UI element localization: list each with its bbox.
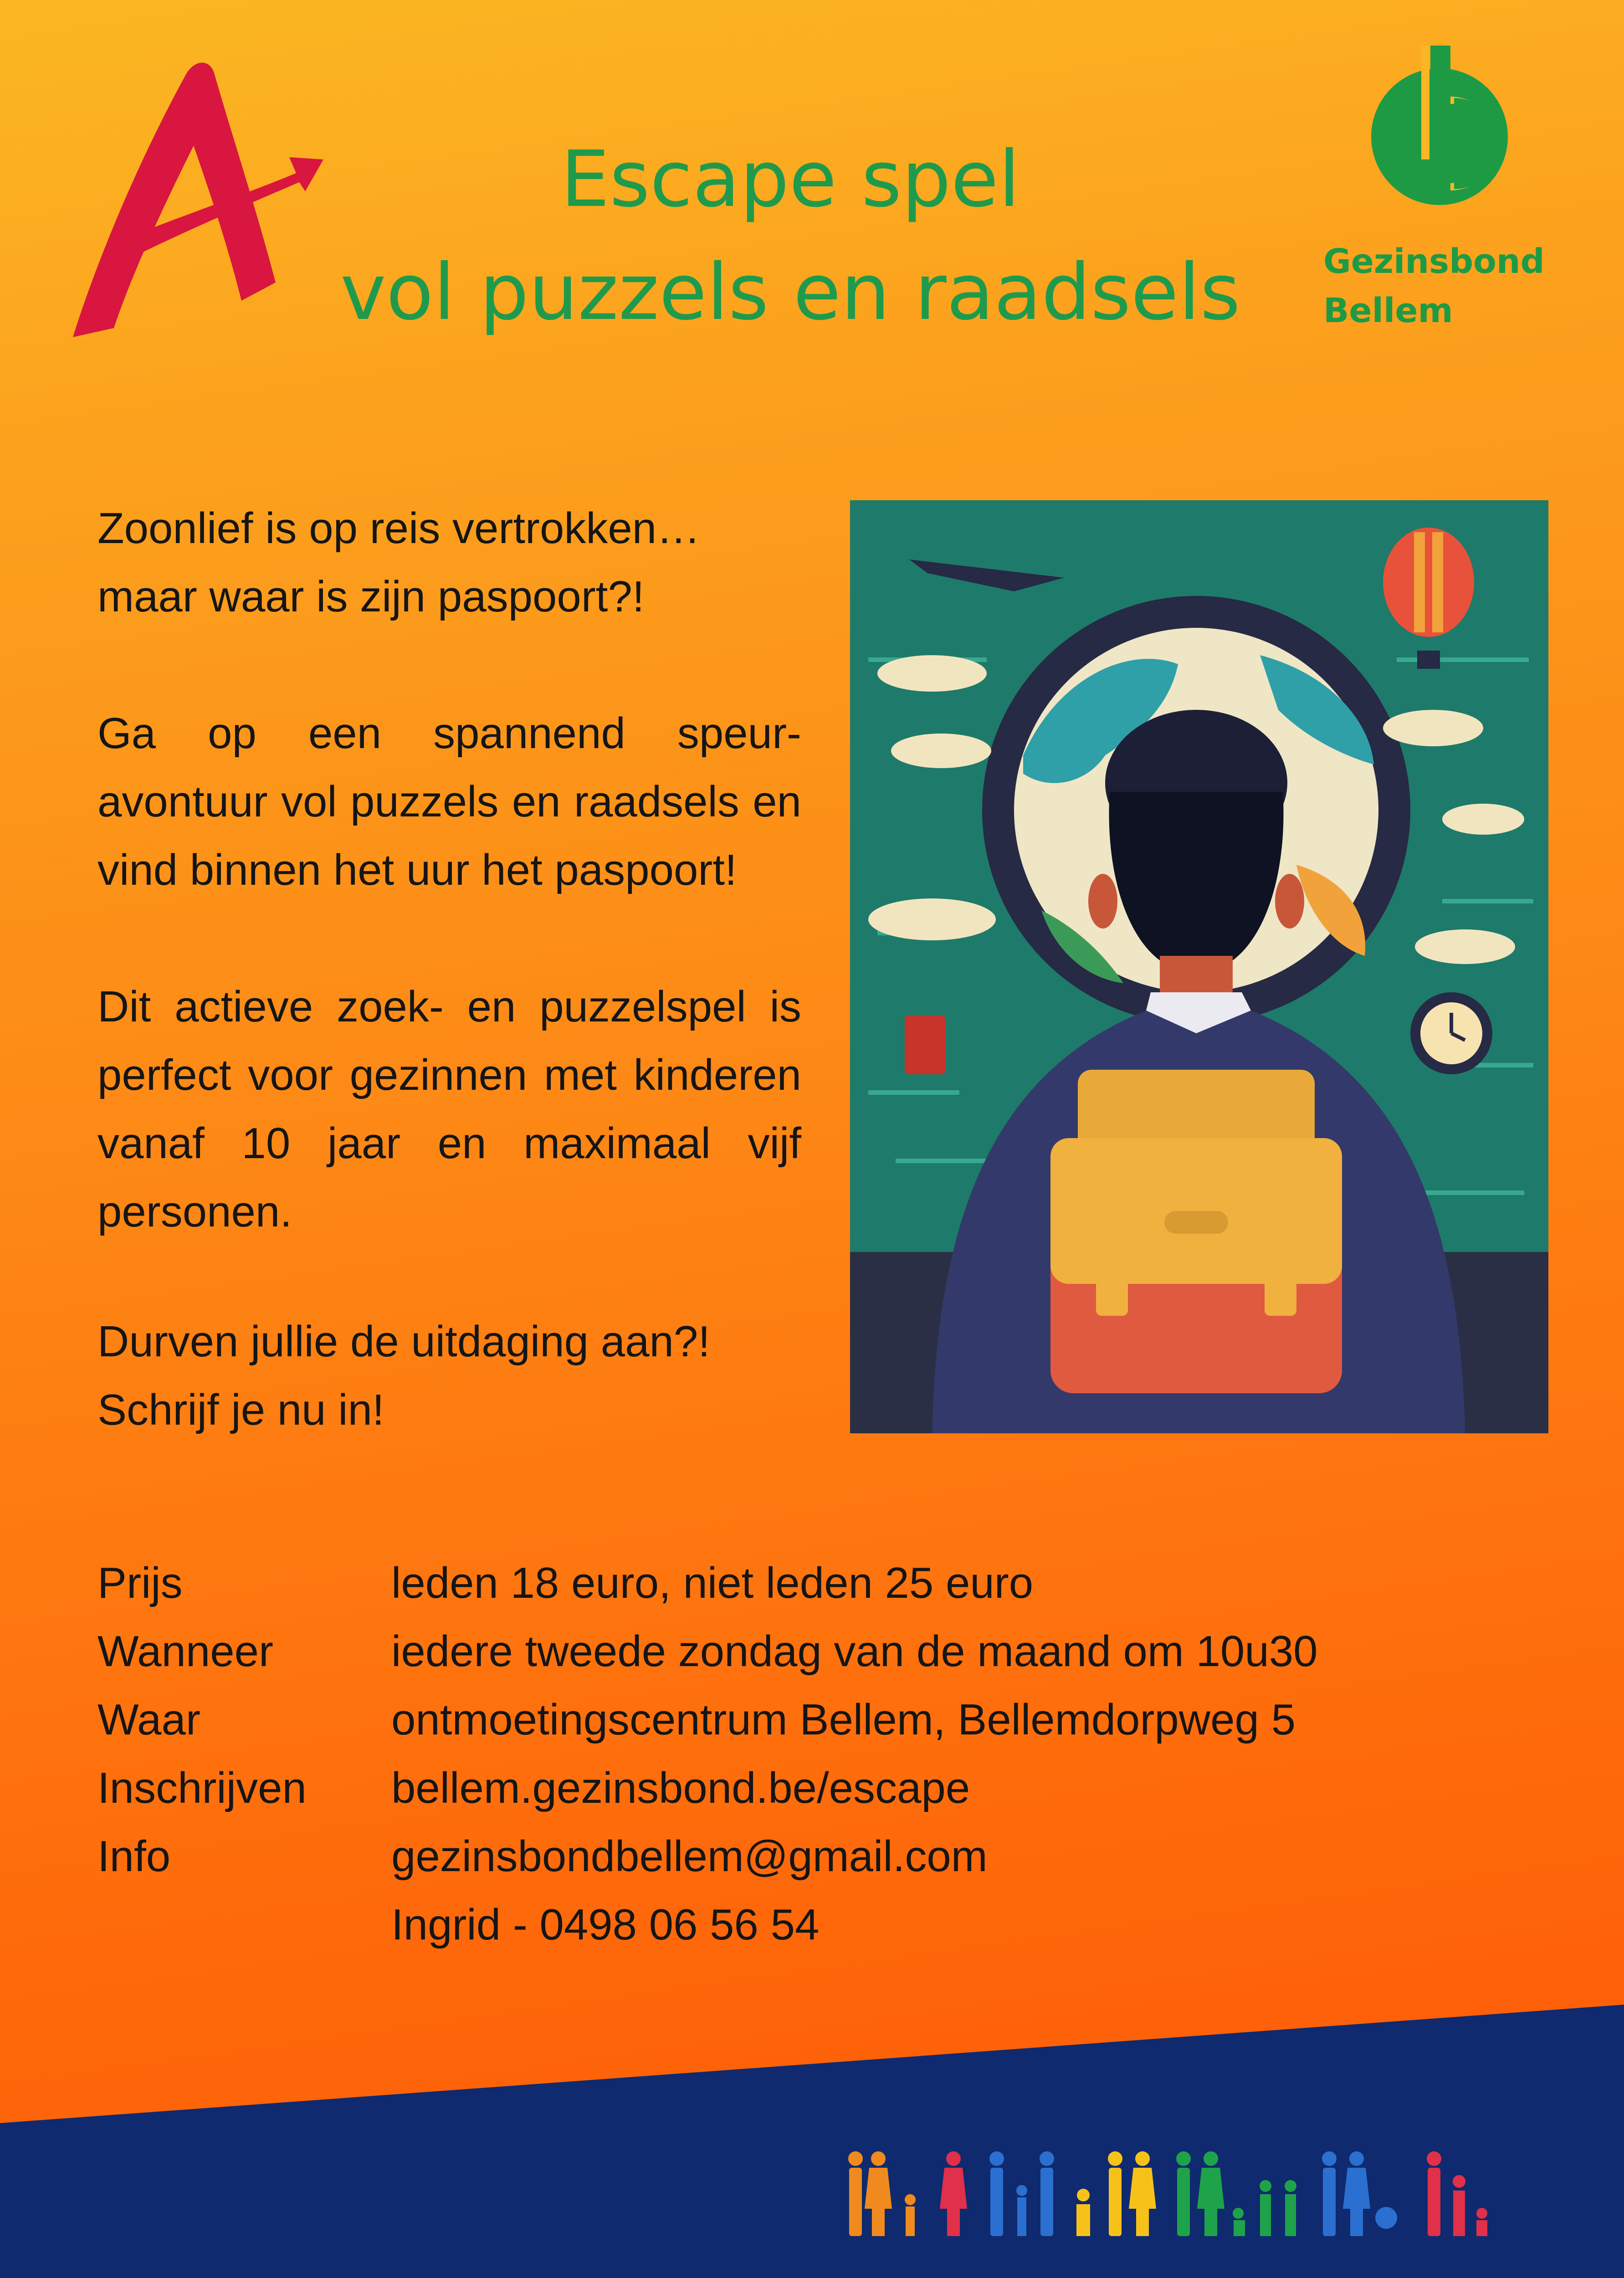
org-name xyxy=(1323,237,1545,335)
contact-email[interactable]: gezinsbondbellem@gmail.com xyxy=(391,1832,988,1881)
title-line2: vol puzzels en raadsels xyxy=(340,247,1240,338)
info-table xyxy=(97,1549,1317,1959)
contact-phone: Ingrid - 0498 06 56 54 xyxy=(391,1900,820,1949)
info-label: Inschrijven xyxy=(97,1764,307,1812)
registration-url[interactable]: bellem.gezinsbond.be/escape xyxy=(391,1764,970,1812)
traveler-backpack-globe-illustration xyxy=(850,500,1548,1433)
info-label: Waar xyxy=(97,1695,200,1744)
org-name-line2: Bellem xyxy=(1323,291,1453,330)
intro-paragraph-1: Zoonlief is op reis vertrokken… maar waar is zijn paspoort?! xyxy=(97,504,701,621)
info-row-prijs xyxy=(97,1549,1317,1617)
org-name-line1: Gezinsbond xyxy=(1323,242,1545,281)
info-value: iedere tweede zondag van de maand om 10u30 xyxy=(391,1627,1318,1676)
info-value: ontmoetingscentrum Bellem, Bellemdorpweg 5 xyxy=(391,1695,1296,1744)
info-label: Info xyxy=(97,1832,171,1881)
family-figures-icon xyxy=(846,2145,1571,2245)
gezinsbond-logo-icon xyxy=(1358,46,1549,210)
page-title xyxy=(273,123,1307,349)
info-row-waar xyxy=(97,1686,1317,1754)
info-row-info xyxy=(97,1822,1317,1891)
info-label: Prijs xyxy=(97,1559,183,1607)
intro-paragraph-3: Dit actieve zoek- en puzzelspel is perfect voor gezinnen met kinderen vanaf 10 jaar en maximaal vijf personen. xyxy=(97,982,801,1236)
title-line1: Escape spel xyxy=(560,134,1020,225)
info-value: leden 18 euro, niet leden 25 euro xyxy=(391,1559,1034,1607)
info-row-wanneer xyxy=(97,1617,1317,1686)
intro-paragraph-4: Durven jullie de uitdaging aan?! Schrijf je nu in! xyxy=(97,1317,710,1434)
intro-paragraph-2: Ga op een spannend speur-avontuur vol puzzels en raadsels en vind binnen het uur het paspoort! xyxy=(97,709,801,894)
info-row-inschrijven xyxy=(97,1754,1317,1822)
info-label xyxy=(97,1891,391,1959)
info-label: Wanneer xyxy=(97,1627,273,1676)
info-row-phone xyxy=(97,1891,1317,1959)
